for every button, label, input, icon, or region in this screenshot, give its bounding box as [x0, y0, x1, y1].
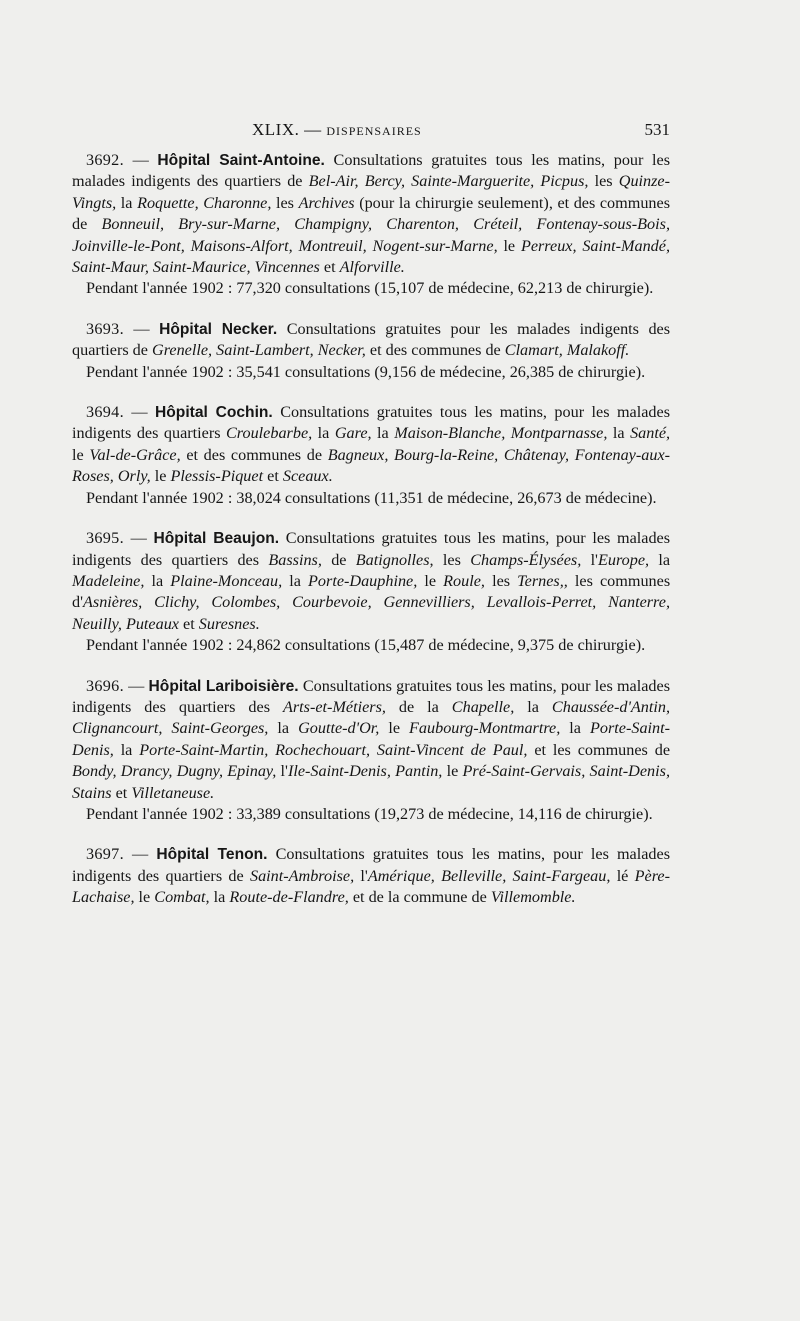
entry-number: 3696. [86, 676, 124, 695]
entry-text: Consultations gratuites tous les matins, pour les malades indigents des quartiers des [72, 529, 671, 569]
entry-text: la [612, 424, 625, 443]
place-names: Gare, [334, 424, 372, 443]
place-names: Bonneuil, Bry-sur-Marne, Champigny, Charenton, Créteil, Fontenay-sous-Bois, Joinville-le-Pont, Maisons-Alfort, Montreuil, Nogent-sur-Marne, [72, 215, 670, 255]
entry-paragraph [72, 676, 670, 804]
place-names: Saint-Ambroise, [249, 866, 355, 885]
hospital-name: Hôpital Saint-Antoine. [157, 152, 325, 169]
entry-text: l' [360, 866, 368, 885]
stats-line: Pendant l'année 1902 : 35,541 consultations (9,156 de médecine, 26,385 de chirurgie). [86, 362, 646, 381]
hospital-name: Hôpital Lariboisière. [148, 677, 299, 695]
place-names: Quinze-Vingts, [72, 172, 670, 212]
entry-text: la [120, 193, 133, 212]
header-dash: — [304, 120, 322, 139]
section-title: DISPENSAIRES [326, 124, 422, 138]
entry-dash: — [128, 676, 145, 695]
entry-number: 3697. [86, 845, 124, 864]
entry-text: Consultations gratuites tous les matins, pour les malades indigents des quartiers [72, 403, 670, 443]
entry-text: les [594, 172, 613, 191]
entry-text: le [446, 762, 459, 781]
entry-dash: — [132, 845, 149, 864]
place-names: Bel-Air, Bercy, Sainte-Marguerite, Picpus, [308, 172, 589, 191]
place-names: Clamart, Malakoff. [504, 341, 630, 360]
hospital-name: Hôpital Necker. [159, 320, 278, 338]
entry-text: les [442, 550, 461, 569]
entry-text: et de la commune de [352, 888, 487, 907]
place-names: Bagneux, Bourg-la-Reine, Châtenay, Fontenay-aux-Roses, Orly, [72, 445, 671, 486]
entry-text: la [151, 571, 164, 590]
entry-3696 [72, 676, 670, 826]
chapter-number: XLIX. [252, 120, 300, 139]
entry-paragraph [72, 844, 670, 908]
entry-text: la [277, 719, 290, 738]
entry-text: et [323, 258, 336, 277]
entry-text: l' [280, 762, 288, 781]
entry-text: la [527, 697, 539, 716]
place-names: Perreux, Saint-Mandé, Saint-Maur, Saint-Maurice, Vincennes [72, 236, 670, 277]
place-names: Sceaux. [282, 467, 333, 486]
entry-text: Consultations gratuites tous les matins, pour les malades indigents des quartiers des [72, 676, 670, 716]
place-names: Porte-Saint-Martin, Rochechouart, Saint-Vincent de Paul, [139, 740, 528, 759]
place-names: Madeleine, [72, 571, 145, 590]
place-names: Archives [298, 193, 355, 212]
entry-number: 3693. [86, 319, 124, 338]
entry-text: Consultations gratuites pour les malades indigents des quartiers de [72, 319, 671, 360]
entry-text: et [267, 467, 279, 486]
entry-dash: — [130, 529, 147, 548]
running-title [252, 120, 422, 140]
place-names: Combat, [154, 888, 210, 907]
place-names: Grenelle, Saint-Lambert, Necker, [152, 341, 366, 360]
place-names: Bondy, Drancy, Dugny, Epinay, [72, 762, 277, 781]
entry-text: (pour la chirurgie seulement), et des communes de [72, 193, 670, 234]
place-names: Croulebarbe, [226, 424, 313, 443]
entry-text: de la [398, 697, 439, 716]
place-names: Villemomble. [490, 888, 576, 907]
place-names: Santé, [630, 424, 671, 443]
entry-text: les [276, 193, 294, 212]
entry-text: Consultations gratuites tous les matins, pour les malades indigents des quartiers de [72, 151, 671, 191]
place-names: Bassins, [268, 550, 322, 569]
place-names: Faubourg-Montmartre, [409, 719, 561, 738]
entry-text: le [72, 445, 84, 464]
place-names: Porte-Saint-Denis, [72, 719, 671, 759]
stats-line: Pendant l'année 1902 : 33,389 consultations (19,273 de médecine, 14,116 de chirurgie). [86, 804, 653, 823]
entry-paragraph [72, 528, 670, 635]
place-names: Europe, [597, 550, 650, 569]
place-names: Alforville. [339, 258, 405, 277]
hospital-name: Hôpital Cochin. [155, 404, 273, 422]
place-names: Villetaneuse. [131, 783, 215, 802]
entry-text: la [213, 888, 226, 907]
entry-paragraph [72, 319, 670, 362]
place-names: Roquette, Charonne, [137, 193, 272, 212]
place-names: Roule, [443, 571, 485, 590]
entry-number: 3695. [86, 529, 124, 548]
place-names: Batignolles, [355, 550, 434, 569]
entry-3694 [72, 402, 670, 509]
entry-text: et [183, 614, 195, 633]
place-names: Plaine-Monceau, [170, 571, 283, 590]
entry-text: le [388, 719, 401, 738]
entry-text: la [569, 719, 581, 738]
place-names: Chapelle, [451, 697, 515, 716]
place-names: Goutte-d'Or, [298, 719, 380, 738]
place-names: Ile-Saint-Denis, Pantin, [287, 762, 443, 781]
place-names: Asnières, Clichy, Colombes, Courbevoie, Gennevilliers, Levallois-Perret, Nanterre, Neuilly, Puteaux [72, 593, 670, 633]
entry-dash: — [133, 319, 150, 338]
entry-text: les [492, 571, 511, 590]
entry-text: et les communes de [534, 740, 671, 759]
place-names: Suresnes. [198, 614, 260, 633]
entry-text: Consultations gratuites tous les matins, pour les malades indigents des quartiers de [72, 845, 671, 885]
place-names: Pré-Saint-Gervais, Saint-Denis, Stains [72, 762, 670, 802]
place-names: Plessis-Piquet [170, 467, 264, 486]
hospital-name: Hôpital Beaujon. [153, 530, 280, 548]
stats-line: Pendant l'année 1902 : 24,862 consultations (15,487 de médecine, 9,375 de chirurgie). [86, 636, 646, 655]
page-number: 531 [644, 120, 670, 139]
entry-3695 [72, 528, 670, 656]
entry-text: le [138, 888, 151, 907]
entry-text: de [331, 550, 347, 569]
entry-text: le [503, 236, 516, 255]
entry-text: le [424, 571, 437, 590]
entry-text: la [120, 740, 133, 759]
place-names: Champs-Élysées, [470, 550, 582, 569]
entry-3693 [72, 319, 670, 383]
entry-dash: — [132, 151, 149, 169]
entry-paragraph [72, 150, 670, 278]
entry-text: la [377, 424, 389, 443]
place-names: Père-Lachaise, [72, 866, 671, 907]
entry-text: la [658, 550, 671, 569]
place-names: Maison-Blanche, Montparnasse, [394, 424, 608, 443]
stats-line: Pendant l'année 1902 : 77,320 consultations (15,107 de médecine, 62,213 de chirurgie). [86, 279, 654, 298]
entry-number: 3692. [86, 151, 124, 169]
hospital-name: Hôpital Tenon. [156, 846, 268, 864]
entry-3697 [72, 844, 670, 908]
place-names: Ternes,, [517, 571, 568, 590]
entry-paragraph [72, 402, 670, 488]
entry-text: et [115, 783, 128, 802]
entry-number: 3694. [86, 403, 124, 422]
place-names: Val-de-Grâce, [89, 445, 181, 464]
entry-text: les communes d' [72, 571, 671, 612]
entry-3692 [72, 150, 670, 300]
place-names: Route-de-Flandre, [229, 888, 349, 907]
entry-text: la [289, 571, 301, 590]
entry-text: et des communes de [186, 445, 323, 464]
stats-line: Pendant l'année 1902 : 38,024 consultations (11,351 de médecine, 26,673 de médecine). [86, 488, 657, 507]
entry-text: et des communes de [369, 341, 501, 360]
place-names: Porte-Dauphine, [308, 571, 418, 590]
entry-text: la [317, 424, 330, 443]
place-names: Amérique, Belleville, Saint-Fargeau, [367, 866, 611, 885]
entry-text: lé [616, 866, 629, 885]
entry-dash: — [131, 403, 148, 422]
entry-text: le [154, 467, 167, 486]
place-names: Chaussée-d'Antin, Clignancourt, Saint-Georges, [72, 697, 671, 738]
entry-text: l' [590, 550, 598, 569]
running-header [72, 120, 670, 140]
place-names: Arts-et-Métiers, [282, 697, 386, 716]
page-text [72, 120, 670, 928]
